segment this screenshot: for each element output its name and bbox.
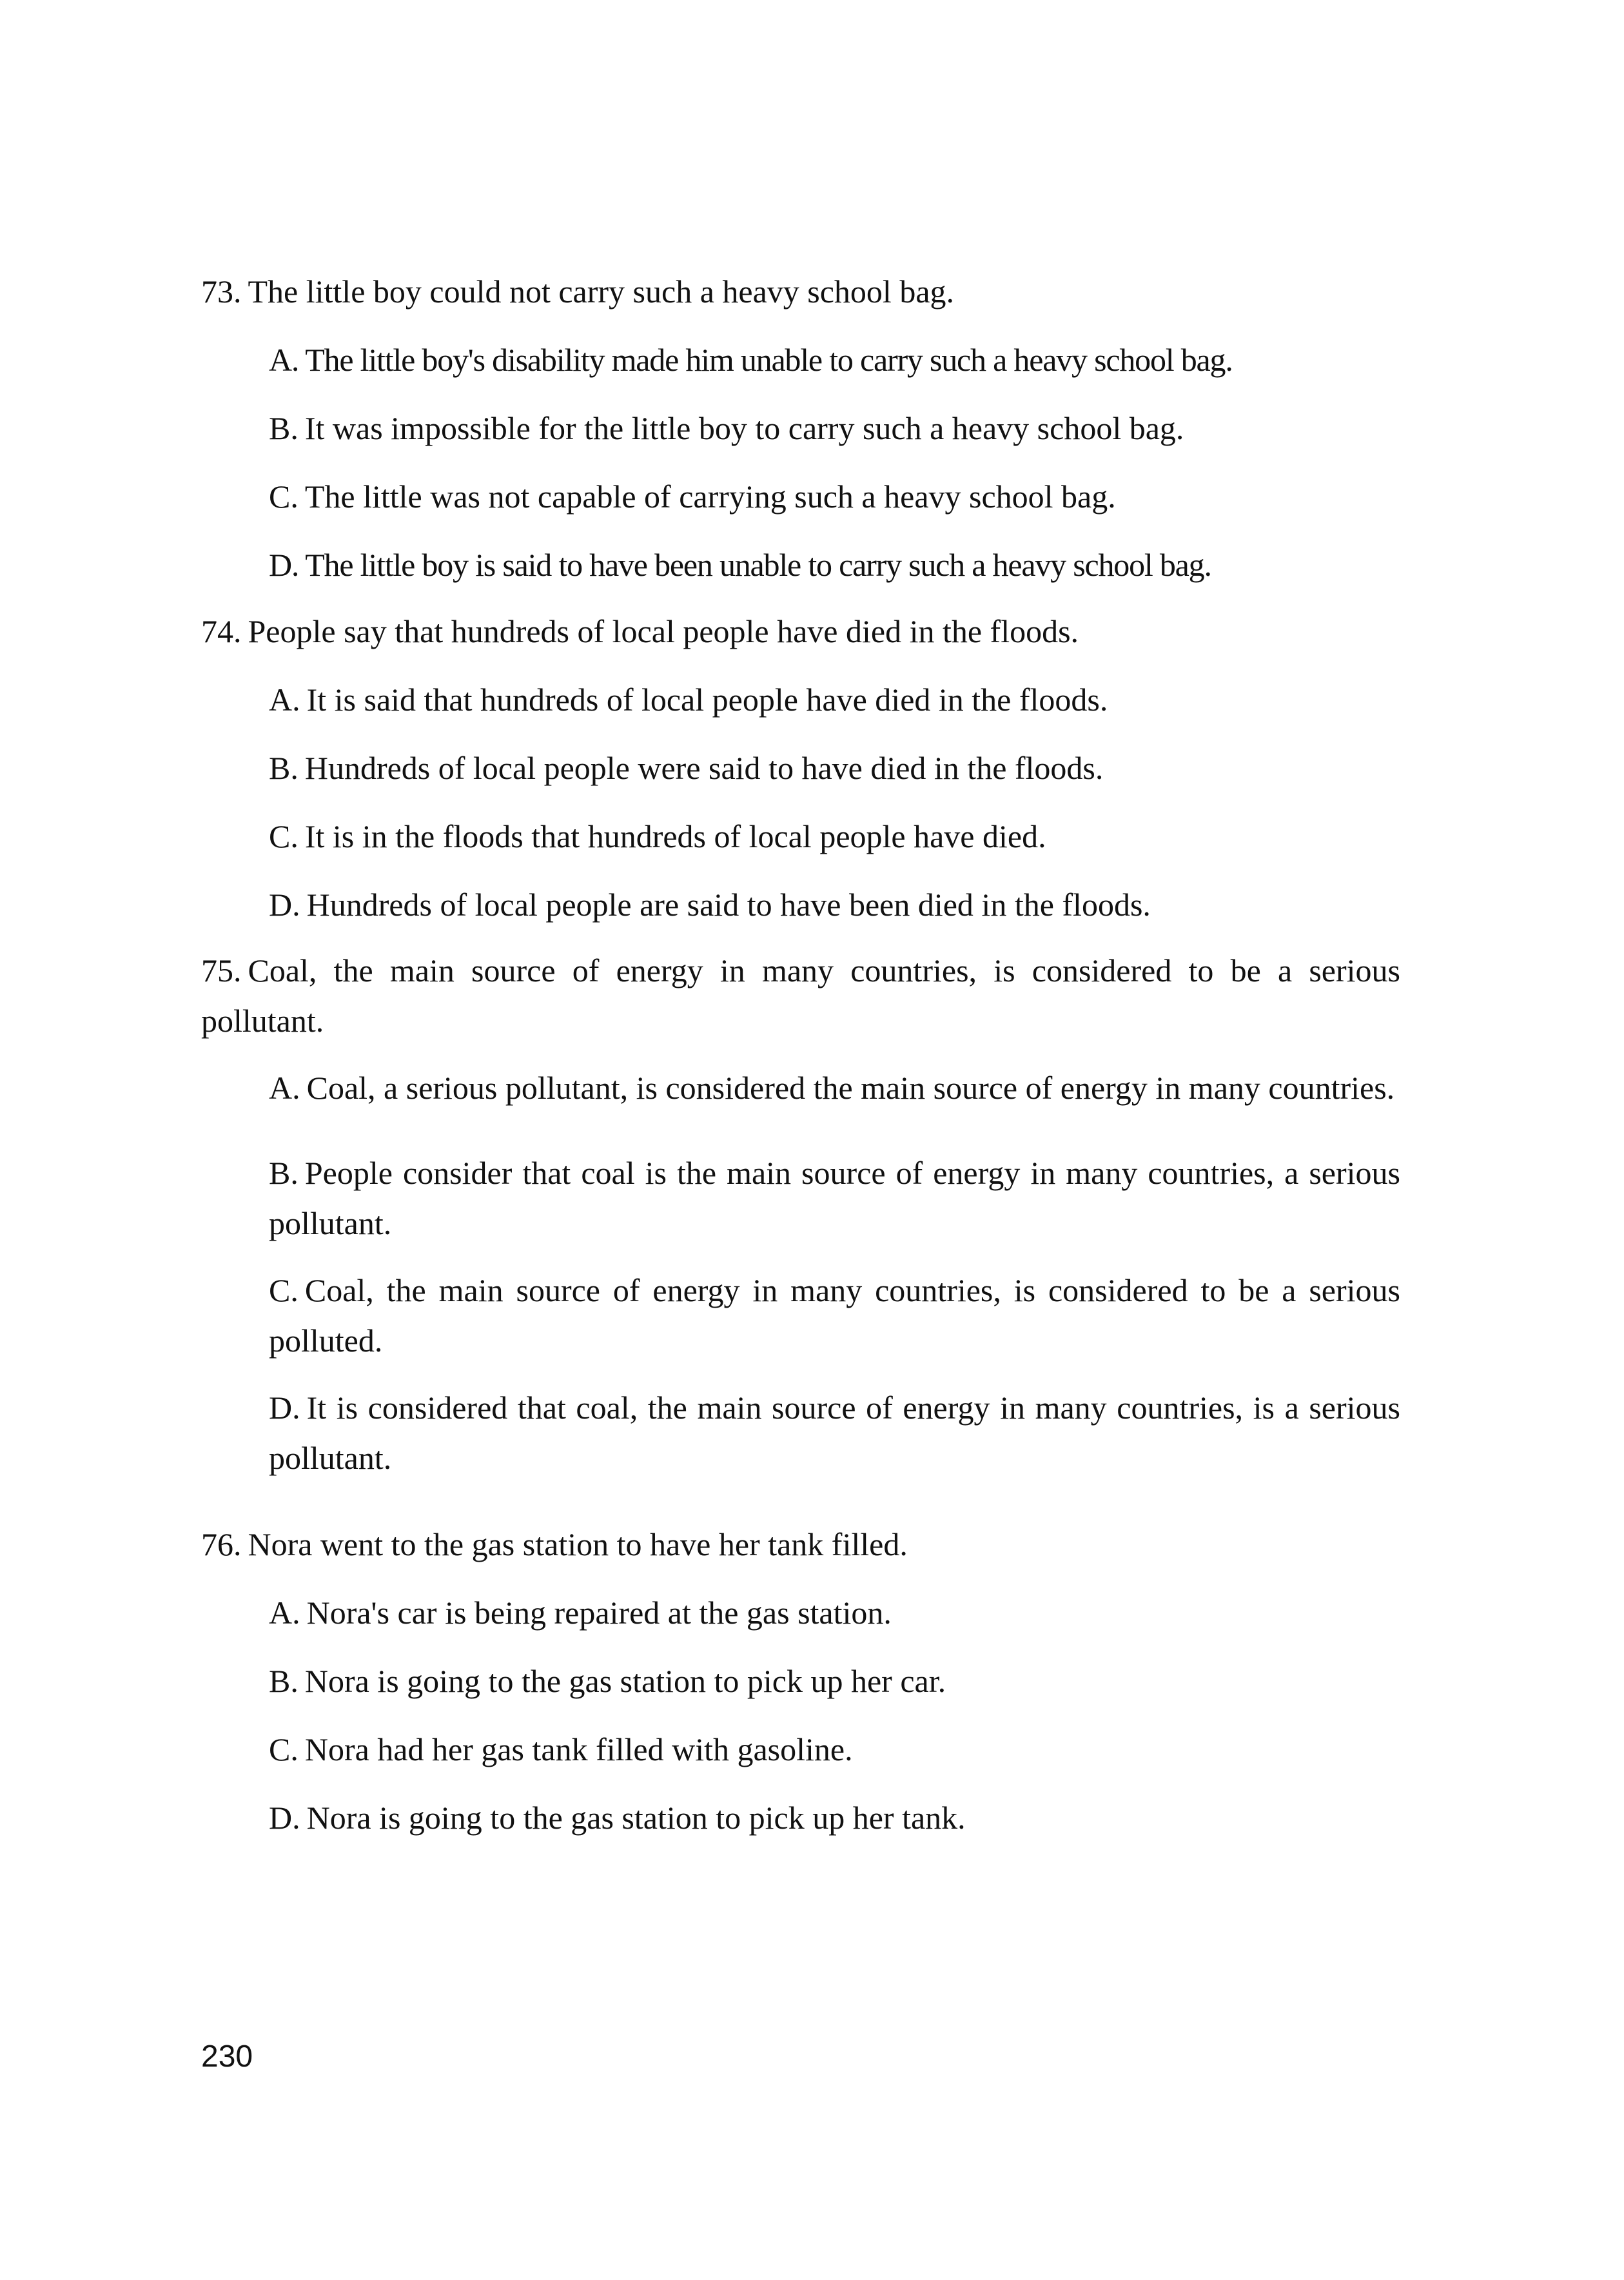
option-a: A. It is said that hundreds of local people have died in the floods. — [269, 682, 1108, 718]
option-d: D. Nora is going to the gas station to pick up her tank. — [269, 1800, 966, 1836]
options-list — [269, 674, 1400, 948]
question-number: 73. — [201, 273, 242, 310]
option-d: D. Hundreds of local people are said to have been died in the floods. — [269, 887, 1151, 923]
question-number: 75. — [201, 952, 242, 988]
question-text: Coal, the main source of energy in many countries, is considered to be a serious pollutant. — [201, 952, 1400, 1039]
option-b: B. Nora is going to the gas station to pick up her car. — [269, 1663, 946, 1699]
question-stem — [201, 945, 1400, 1046]
question-73 — [201, 266, 1400, 608]
option-c: C. It is in the floods that hundreds of local people have died. — [269, 818, 1046, 854]
options-list — [269, 335, 1400, 608]
option-c: C. Nora had her gas tank filled with gasoline. — [269, 1731, 853, 1767]
question-number: 74. — [201, 613, 242, 649]
question-stem — [201, 266, 1400, 335]
question-text: People say that hundreds of local people have died in the floods. — [248, 613, 1079, 649]
option-b: B. Hundreds of local people were said to have died in the floods. — [269, 750, 1104, 786]
question-stem — [201, 1519, 1400, 1587]
options-list — [269, 1063, 1400, 1483]
option-c: C. The little was not capable of carrying such a heavy school bag. — [269, 478, 1116, 515]
question-text: Nora went to the gas station to have her tank filled. — [248, 1526, 908, 1562]
question-74 — [201, 606, 1400, 948]
option-a: A. Coal, a serious pollutant, is considered the main source of energy in many countries. — [269, 1070, 1395, 1106]
option-d: D. The little boy is said to have been unable to carry such a heavy school bag. — [269, 547, 1211, 583]
question-stem — [201, 606, 1400, 674]
options-list — [269, 1587, 1400, 1861]
option-c: C. Coal, the main source of energy in many countries, is considered to be a serious polluted. — [269, 1272, 1400, 1359]
question-text: The little boy could not carry such a heavy school bag. — [248, 273, 955, 310]
option-b: B. People consider that coal is the main source of energy in many countries, a serious pollutant. — [269, 1155, 1400, 1241]
option-a: A. Nora's car is being repaired at the gas station. — [269, 1595, 892, 1631]
page-number: 230 — [201, 2039, 253, 2074]
option-d: D. It is considered that coal, the main source of energy in many countries, is a serious pollutant. — [269, 1390, 1400, 1476]
question-number: 76. — [201, 1526, 242, 1562]
option-b: B. It was impossible for the little boy to carry such a heavy school bag. — [269, 410, 1184, 446]
question-76 — [201, 1519, 1400, 1861]
option-a: A. The little boy's disability made him unable to carry such a heavy school bag. — [269, 342, 1233, 378]
question-75 — [201, 945, 1400, 1500]
